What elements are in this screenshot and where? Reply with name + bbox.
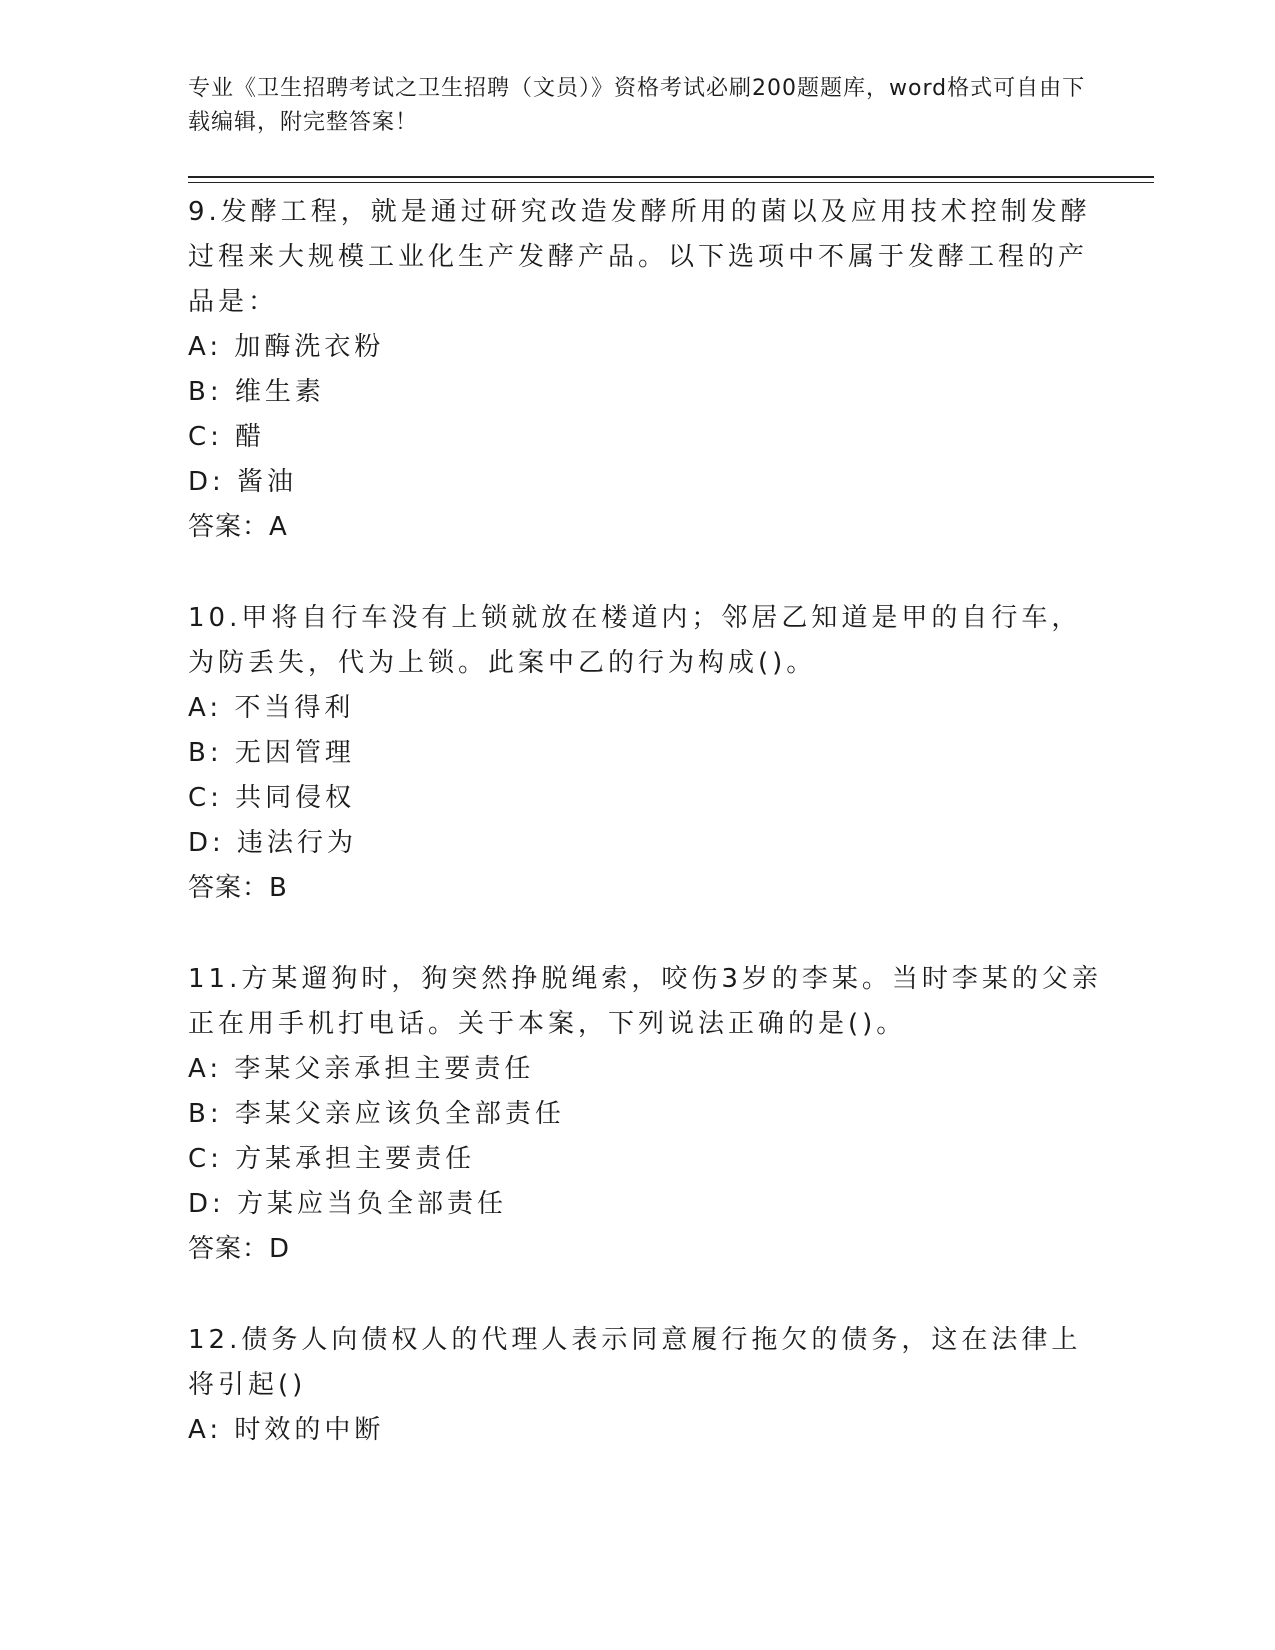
option-b: B: 李某父亲应该负全部责任	[188, 1099, 565, 1129]
question-11	[188, 957, 1108, 1272]
question-list	[188, 190, 1108, 1499]
header-divider-thin	[188, 182, 1154, 183]
question-stem: 11.方某遛狗时，狗突然挣脱绳索，咬伤3岁的李某。当时李某的父亲正在用手机打电话。关于本案，下列说法正确的是()。	[188, 964, 1102, 1039]
option-c: C: 方某承担主要责任	[188, 1144, 476, 1174]
question-stem: 10.甲将自行车没有上锁就放在楼道内；邻居乙知道是甲的自行车，为防丢失，代为上锁。此案中乙的行为构成()。	[188, 603, 1082, 678]
option-b: B: 无因管理	[188, 738, 355, 768]
option-c: C: 醋	[188, 422, 266, 452]
answer: 答案：D	[188, 1234, 291, 1264]
question-9	[188, 190, 1108, 550]
option-d: D: 酱油	[188, 467, 298, 497]
answer: 答案：B	[188, 873, 288, 903]
question-12	[188, 1318, 1108, 1453]
option-c: C: 共同侵权	[188, 783, 356, 813]
option-a: A: 加酶洗衣粉	[188, 332, 385, 362]
question-10	[188, 596, 1108, 911]
option-d: D: 方某应当负全部责任	[188, 1189, 508, 1219]
question-stem: 9.发酵工程，就是通过研究改造发酵所用的菌以及应用技术控制发酵过程来大规模工业化生产发酵产品。以下选项中不属于发酵工程的产品是：	[188, 197, 1091, 317]
answer: 答案：A	[188, 512, 288, 542]
option-b: B: 维生素	[188, 377, 325, 407]
option-a: A: 时效的中断	[188, 1415, 385, 1445]
option-a: A: 李某父亲承担主要责任	[188, 1054, 535, 1084]
option-a: A: 不当得利	[188, 693, 355, 723]
question-stem: 12.债务人向债权人的代理人表示同意履行拖欠的债务，这在法律上将引起()	[188, 1325, 1082, 1400]
option-d: D: 违法行为	[188, 828, 358, 858]
header-divider-thick	[188, 176, 1154, 178]
document-header: 专业《卫生招聘考试之卫生招聘（文员）》资格考试必刷200题题库，word格式可自由下载编辑，附完整答案！	[188, 76, 1086, 135]
